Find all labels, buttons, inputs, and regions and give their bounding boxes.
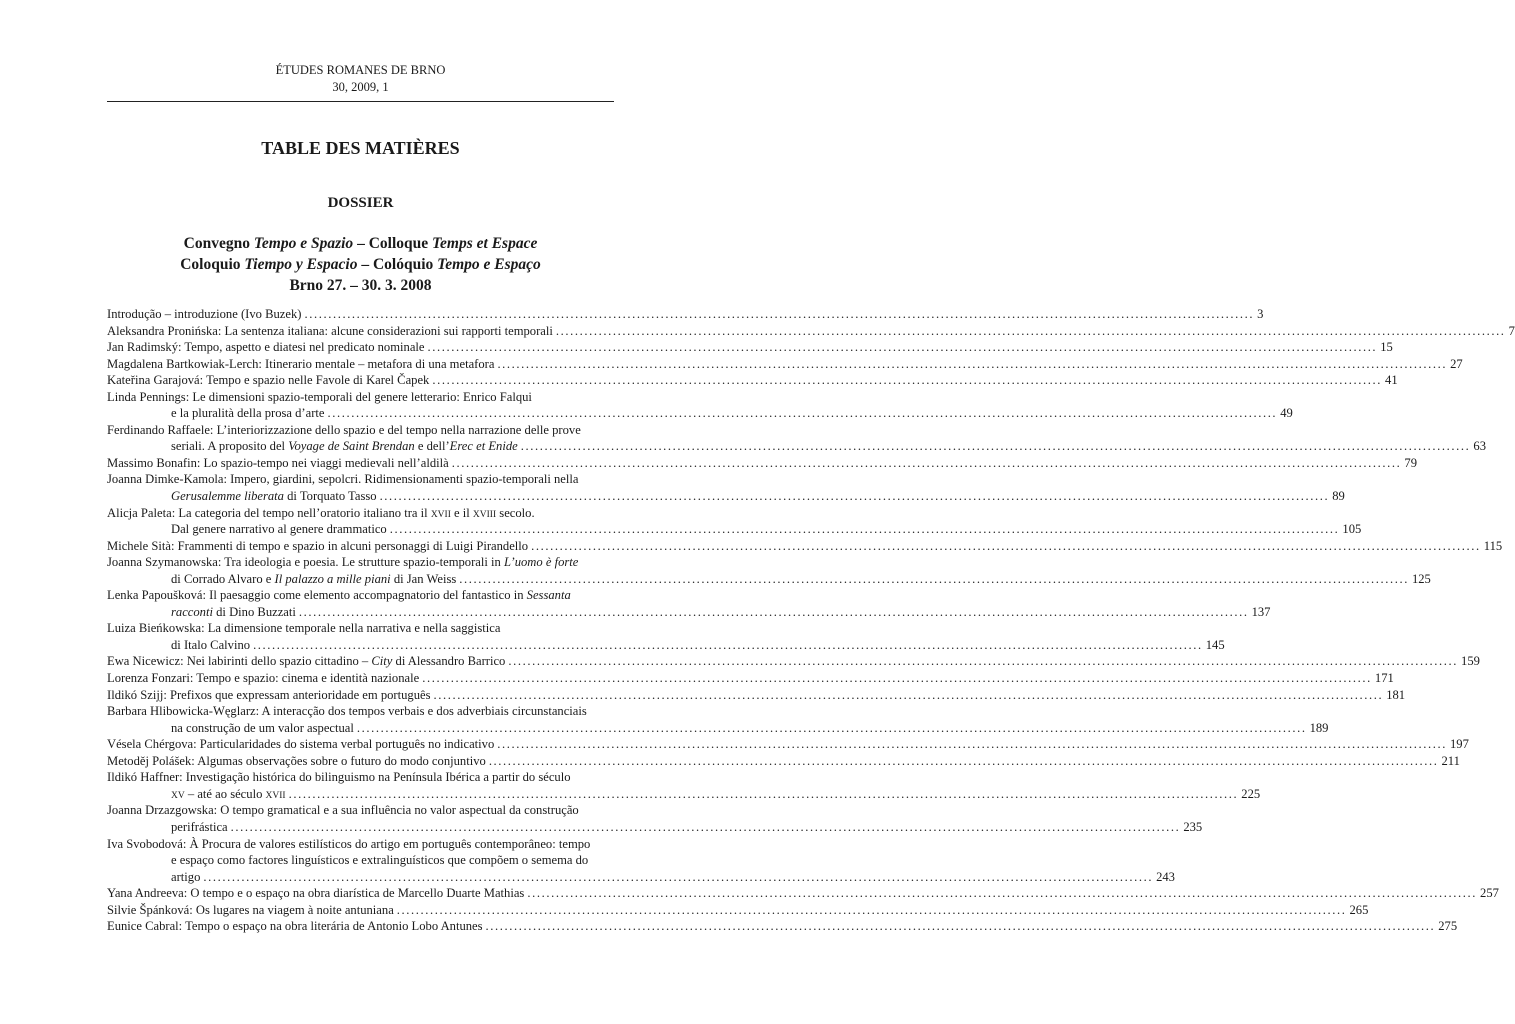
entry-text: Joanna Szymanowska: Tra ideologia e poesia. Le strutture spazio-temporali in — [107, 555, 504, 570]
leader-dots: ........................................................................................................................................................................................................ — [488, 753, 1439, 768]
page-number: 41 — [1385, 373, 1398, 388]
entry-text: Linda Pennings: Le dimensioni spazio-temporali del genere letterario: Enrico Falqui — [107, 389, 532, 404]
page-number: 257 — [1480, 886, 1499, 901]
toc-entry — [107, 554, 614, 571]
entry-text: Silvie Špánková: Os lugares na viagem à noite antuniana — [107, 902, 394, 917]
page-number: 137 — [1251, 604, 1271, 619]
page-number: 197 — [1449, 737, 1469, 752]
toc-entry — [107, 736, 1469, 753]
entry-text: Kateřina Garajová: Tempo e spazio nelle Favole di Karel Čapek — [107, 373, 430, 388]
entry-text: di Corrado Alvaro e — [171, 571, 275, 586]
entry-text: Barbara Hlibowicka-Węglarz: A interacção dos tempos verbais e dos adverbiais circunstanciais — [107, 704, 587, 719]
entry-text: Jan Radimský: Tempo, aspetto e diatesi nel predicato nominale — [107, 340, 425, 355]
page-number: 275 — [1438, 919, 1458, 934]
entry-text: Michele Sità: Frammenti di tempo e spazio in alcuni personaggi di Luigi Pirandello — [107, 538, 529, 553]
toc-entry — [107, 339, 1393, 356]
leader-dots: ........................................................................................................................................................................................................ — [497, 356, 1448, 371]
toc-entry — [107, 753, 1460, 770]
toc-entry — [107, 587, 614, 604]
entry-text — [171, 438, 518, 455]
entry-text: Ildikó Haffner: Investigação histórica do bilinguismo na Península Ibérica a partir do século — [107, 770, 571, 785]
page-number: 225 — [1241, 786, 1261, 801]
entry-text — [107, 653, 505, 670]
entry-text: na construção de um valor aspectual — [171, 720, 354, 735]
page-number: 159 — [1461, 654, 1480, 669]
leader-dots: ........................................................................................................................................................................................................ — [396, 902, 1347, 917]
leader-dots: ........................................................................................................................................................................................................ — [253, 637, 1203, 652]
toc-entry — [107, 422, 614, 439]
entry-text: Ildikó Szijj: Prefixos que expressam anterioridade em português — [107, 687, 431, 702]
toc-entry — [107, 372, 1398, 389]
page-number: 49 — [1280, 406, 1293, 421]
entry-text: Eunice Cabral: Tempo o espaço na obra literária de Antonio Lobo Antunes — [107, 919, 483, 934]
toc-entry — [107, 471, 614, 488]
entry-text: e la pluralità della prosa d’arte — [171, 406, 325, 421]
page-number: 235 — [1183, 819, 1203, 834]
entry-text: Alicja Paleta: La categoria del tempo nell’oratorio italiano tra il — [107, 505, 431, 520]
toc-entry-continuation — [107, 869, 1175, 886]
toc-entry — [107, 356, 1463, 373]
page-number: 89 — [1332, 489, 1345, 504]
page-number: 15 — [1380, 340, 1393, 355]
entry-text: XVII — [265, 790, 286, 801]
entry-text: Metoděj Polášek: Algumas observações sobre o futuro do modo conjuntivo — [107, 753, 486, 768]
entry-text: di Dino Buzzati — [212, 604, 296, 619]
journal-header — [0, 62, 721, 96]
entry-text: e espaço como factores linguísticos e extralinguísticos que compõem o semema do — [171, 853, 589, 868]
toc-entry-continuation — [107, 521, 1362, 538]
entry-text — [107, 587, 571, 604]
toc-entry — [107, 703, 614, 720]
page-number: 243 — [1156, 869, 1175, 884]
toc-entry — [107, 687, 1406, 704]
leader-dots: ........................................................................................................................................................................................................ — [288, 786, 1239, 801]
leader-dots: ........................................................................................................................................................................................................ — [230, 819, 1181, 834]
page-number: 115 — [1483, 538, 1503, 553]
table-of-contents — [107, 306, 1515, 935]
page-number: 125 — [1411, 571, 1431, 586]
leader-dots: ........................................................................................................................................................................................................ — [379, 489, 1330, 504]
entry-text: Magdalena Bartkowiak-Lerch: Itinerario mentale – metafora di una metafora — [107, 356, 495, 371]
entry-text: Luiza Bieńkowska: La dimensione temporale nella narrativa e nella saggistica — [107, 621, 501, 636]
page-number: 27 — [1450, 356, 1463, 371]
entry-text: Sessanta — [526, 588, 571, 603]
page-number: 105 — [1342, 522, 1362, 537]
entry-text: Erec et Enide — [449, 439, 518, 454]
entry-text: Lenka Papoušková: Il paesaggio come elemento accompagnatorio del fantastico in — [107, 588, 527, 603]
toc-entry-continuation — [107, 819, 1203, 836]
journal-volume: 30, 2009, 1 — [332, 80, 389, 94]
leader-dots: ........................................................................................................................................................................................................ — [422, 671, 1372, 686]
toc-entry — [107, 538, 1503, 555]
entry-text: – até ao século — [184, 786, 266, 801]
page-number: 79 — [1404, 455, 1417, 470]
leader-dots: ........................................................................................................................................................................................................ — [451, 455, 1402, 470]
header-rule — [107, 101, 614, 102]
leader-dots: ........................................................................................................................................................................................................ — [520, 439, 1471, 454]
leader-dots: ........................................................................................................................................................................................................ — [485, 919, 1436, 934]
entry-text: racconti — [171, 604, 213, 619]
entry-text: Joanna Dimke-Kamola: Impero, giardini, sepolcri. Ridimensionamenti spazio-temporali nella — [107, 472, 579, 487]
conference-dates: Brno 27. – 30. 3. 2008 — [289, 277, 432, 294]
leader-dots: ........................................................................................................................................................................................................ — [433, 687, 1384, 702]
entry-text: City — [371, 654, 393, 669]
entry-text: Aleksandra Pronińska: La sentenza italiana: alcune considerazioni sui rapporti temporali — [107, 323, 553, 338]
entry-text: XVII — [430, 509, 451, 520]
conference-title — [0, 233, 721, 296]
entry-text — [107, 554, 578, 571]
page-number: 3 — [1257, 307, 1264, 321]
toc-entry — [107, 620, 614, 637]
page-title: TABLE DES MATIÈRES — [261, 138, 460, 158]
entry-text: di Jan Weiss — [390, 571, 457, 586]
entry-text: L’uomo è forte — [503, 555, 579, 570]
leader-dots: ........................................................................................................................................................................................................ — [459, 571, 1409, 586]
conference-title-line-2: Coloquio Tiempo y Espacio – Colóquio Tempo e Espaço — [180, 256, 541, 273]
entry-text: XV — [171, 790, 185, 801]
leader-dots: ........................................................................................................................................................................................................ — [497, 737, 1447, 752]
entry-text: Gerusalemme liberata — [171, 489, 284, 504]
toc-entry-continuation — [107, 852, 614, 869]
page-number: 181 — [1386, 687, 1406, 702]
leader-dots: ........................................................................................................................................................................................................ — [527, 886, 1478, 901]
entry-text: Il palazzo a mille piani — [274, 571, 391, 586]
toc-entry — [107, 653, 1480, 670]
toc-entry — [107, 802, 614, 819]
entry-text: seriali. A proposito del — [171, 439, 289, 454]
entry-text: di Alessandro Barrico — [392, 654, 506, 669]
entry-text: Iva Svobodová: À Procura de valores estilísticos do artigo em português contemporâneo: tempo — [107, 836, 591, 851]
toc-entry-continuation — [107, 488, 1345, 505]
toc-entry — [107, 769, 614, 786]
leader-dots: ........................................................................................................................................................................................................ — [304, 307, 1255, 321]
toc-entry — [107, 306, 1264, 323]
toc-entry — [107, 505, 614, 522]
entry-text: perifrástica — [171, 819, 228, 834]
entry-text: Massimo Bonafin: Lo spazio-tempo nei viaggi medievali nell’aldilà — [107, 455, 449, 470]
leader-dots: ........................................................................................................................................................................................................ — [327, 406, 1278, 421]
page-number: 189 — [1309, 720, 1329, 735]
entry-text: Yana Andreeva: O tempo e o espaço na obra diarística de Marcello Duarte Mathias — [107, 886, 525, 901]
toc-entry — [107, 885, 1499, 902]
entry-text: Introdução – introduzione (Ivo Buzek) — [107, 307, 302, 321]
leader-dots: ........................................................................................................................................................................................................ — [203, 869, 1154, 884]
toc-entry-continuation — [107, 571, 1431, 588]
entry-text: Dal genere narrativo al genere drammatico — [171, 522, 387, 537]
toc-entry — [107, 670, 1394, 687]
entry-text: Ferdinando Raffaele: L’interiorizzazione dello spazio e del tempo nella narrazione delle prove — [107, 422, 581, 437]
conference-title-line-1: Convegno Tempo e Spazio – Colloque Temps et Espace — [183, 235, 538, 252]
toc-entry — [107, 323, 1515, 340]
page-number: 171 — [1374, 671, 1394, 686]
toc-entry-continuation — [107, 720, 1329, 737]
leader-dots: ........................................................................................................................................................................................................ — [531, 538, 1481, 553]
toc-entry-continuation — [107, 604, 1271, 621]
journal-name: ÉTUDES ROMANES DE BRNO — [275, 63, 446, 77]
page-number: 7 — [1508, 323, 1515, 338]
page-number: 211 — [1441, 753, 1460, 768]
entry-text: Vésela Chérgova: Particularidades do sistema verbal português no indicativo — [107, 737, 495, 752]
section-title: DOSSIER — [327, 195, 394, 211]
leader-dots: ........................................................................................................................................................................................................ — [427, 340, 1378, 355]
toc-entry — [107, 918, 1458, 935]
page-number: 265 — [1349, 902, 1369, 917]
toc-entry-continuation — [107, 637, 1225, 654]
toc-entry-continuation — [107, 438, 1487, 455]
entry-text: Lorenza Fonzari: Tempo e spazio: cinema e identità nazionale — [107, 671, 420, 686]
entry-text: XVIII — [472, 509, 497, 520]
leader-dots: ........................................................................................................................................................................................................ — [432, 373, 1383, 388]
page-number: 63 — [1473, 439, 1487, 454]
entry-text: di Torquato Tasso — [283, 489, 377, 504]
entry-text: e il — [450, 505, 473, 520]
entry-text: e dell’ — [414, 439, 450, 454]
toc-entry-continuation — [107, 786, 1261, 803]
leader-dots: ........................................................................................................................................................................................................ — [389, 522, 1340, 537]
toc-entry — [107, 455, 1417, 472]
entry-text: di Italo Calvino — [171, 637, 251, 652]
entry-text: Joanna Drzazgowska: O tempo gramatical e a sua influência no valor aspectual da construção — [107, 803, 579, 818]
toc-entry — [107, 389, 614, 406]
entry-text: Voyage de Saint Brendan — [288, 439, 415, 454]
leader-dots: ........................................................................................................................................................................................................ — [298, 604, 1249, 619]
toc-entry-continuation — [107, 405, 1293, 422]
entry-text — [171, 488, 377, 505]
toc-entry — [107, 902, 1369, 919]
entry-text — [171, 571, 456, 588]
entry-text: artigo — [171, 869, 201, 884]
page-number: 145 — [1205, 637, 1225, 652]
entry-text: secolo. — [496, 505, 535, 520]
entry-text: Ewa Nicewicz: Nei labirinti dello spazio cittadino – — [107, 654, 372, 669]
leader-dots: ........................................................................................................................................................................................................ — [555, 323, 1506, 338]
toc-entry — [107, 836, 614, 853]
leader-dots: ........................................................................................................................................................................................................ — [508, 654, 1459, 669]
leader-dots: ........................................................................................................................................................................................................ — [356, 720, 1307, 735]
entry-text — [171, 604, 296, 621]
